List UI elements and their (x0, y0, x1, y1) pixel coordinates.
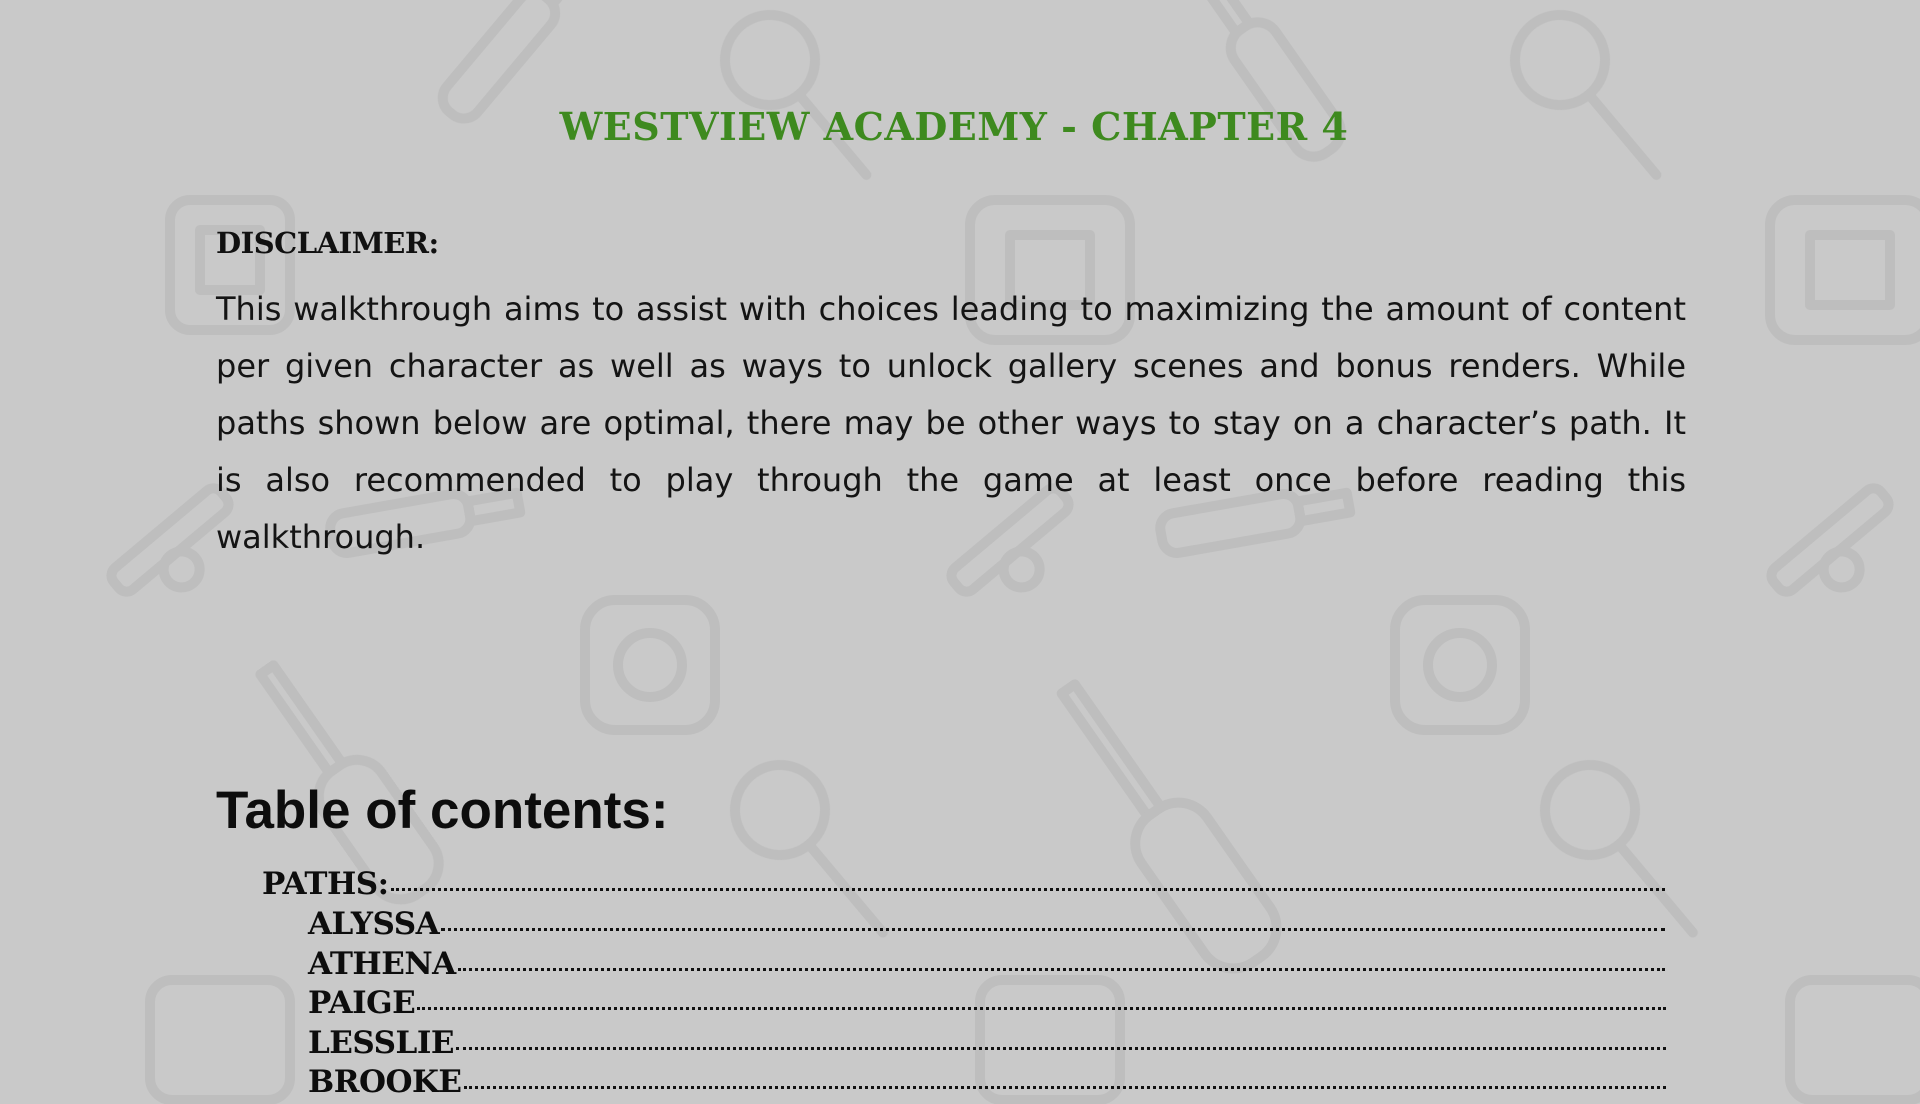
toc-item-alyssa[interactable] (308, 906, 1665, 946)
toc-leader-dots (456, 1047, 1666, 1050)
toc-item-brooke[interactable] (308, 1064, 1666, 1104)
disclaimer-text: This walkthrough aims to assist with choices leading to maximizing the amount of content per given character as well as ways to unlock gallery scenes and bonus renders. While paths shown below are optimal, there may be other ways to stay on a character’s path. It is also recommended to play through the game at least once before reading this walkthrough. (216, 290, 1686, 556)
toc-item-label: ATHENA (308, 946, 456, 982)
toc-item-paige[interactable] (308, 985, 1666, 1025)
toc-item-label: PAIGE (308, 985, 416, 1021)
toc-leader-dots (441, 928, 1665, 931)
toc-item-athena[interactable] (308, 946, 1665, 986)
toc-item-paths[interactable] (262, 866, 1665, 906)
toc-leader-dots (464, 1086, 1666, 1089)
toc-item-label: ALYSSA (308, 906, 440, 942)
toc-leader-dots (417, 1007, 1666, 1010)
toc-item-label: LESSLIE (308, 1025, 454, 1061)
document-title: WESTVIEW ACADEMY - CHAPTER 4 (559, 104, 1349, 149)
disclaimer-heading: DISCLAIMER: (216, 226, 439, 260)
toc-leader-dots (458, 968, 1665, 971)
toc-item-label: BROOKE (308, 1064, 462, 1100)
toc-item-lesslie[interactable] (308, 1025, 1666, 1065)
toc-item-label: PATHS: (262, 866, 389, 902)
toc-heading: Table of contents: (216, 781, 669, 840)
toc-leader-dots (391, 888, 1665, 891)
